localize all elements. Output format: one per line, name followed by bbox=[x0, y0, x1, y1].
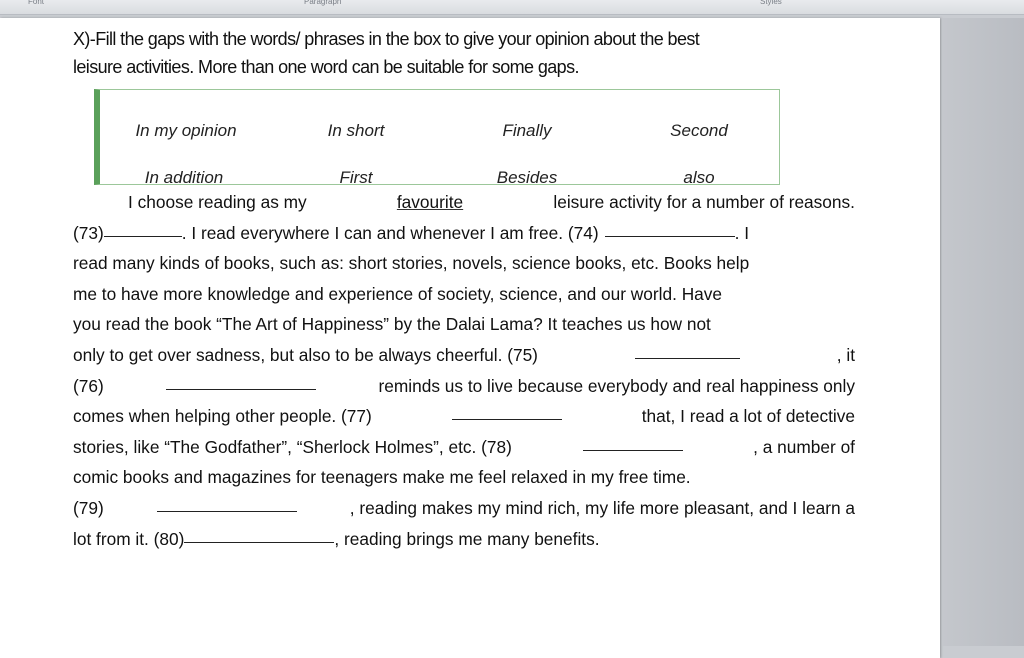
ribbon-group-styles[interactable]: Styles bbox=[760, 0, 782, 6]
passage-line: comic books and magazines for teenagers make me feel relaxed in my free time. bbox=[73, 467, 691, 488]
gap-74[interactable] bbox=[605, 218, 735, 237]
passage-line: I choose reading as my favourite leisure activity for a number of reasons. bbox=[73, 187, 855, 218]
passage-line: (79) , reading makes my mind rich, my life more pleasant, and I learn a bbox=[73, 493, 855, 524]
heading-line-1: X)-Fill the gaps with the words/ phrases in the box to give your opinion about the best bbox=[73, 29, 700, 49]
ribbon-bar bbox=[0, 0, 1024, 15]
passage-line: me to have more knowledge and experience of society, science, and our world. Have bbox=[73, 283, 723, 304]
word-option: Besides bbox=[496, 168, 558, 187]
gap-79[interactable] bbox=[157, 493, 297, 512]
word-option: In my opinion bbox=[135, 121, 237, 140]
word-option: also bbox=[683, 168, 715, 187]
passage-line: (76) reminds us to live because everybody and real happiness only bbox=[73, 371, 855, 402]
gap-78[interactable] bbox=[583, 432, 683, 451]
gap-80[interactable] bbox=[184, 524, 334, 543]
passage-line: (73) . I read everywhere I can and whenever I am free. (74) . I bbox=[73, 218, 855, 249]
exercise-heading bbox=[73, 25, 873, 81]
gap-75[interactable] bbox=[635, 340, 740, 359]
passage-line: read many kinds of books, such as: short stories, novels, science books, etc. Books help bbox=[73, 253, 750, 274]
gap-73[interactable] bbox=[104, 218, 182, 237]
word-option: Finally bbox=[502, 121, 552, 140]
ribbon-group-paragraph[interactable]: Paragraph bbox=[304, 0, 342, 6]
passage-line: stories, like “The Godfather”, “Sherlock Holmes”, etc. (78) , a number of bbox=[73, 432, 855, 463]
word-option: First bbox=[339, 168, 373, 187]
side-pane bbox=[942, 18, 1024, 646]
passage-line: you read the book “The Art of Happiness” by the Dalai Lama? It teaches us how not bbox=[73, 314, 711, 335]
passage[interactable] bbox=[73, 187, 855, 554]
heading-line-2: leisure activities. More than one word can be suitable for some gaps. bbox=[73, 57, 579, 77]
passage-line: only to get over sadness, but also to be always cheerful. (75) , it bbox=[73, 340, 855, 371]
word-box bbox=[94, 89, 780, 185]
word-option: In addition bbox=[144, 168, 224, 187]
word-option: Second bbox=[670, 121, 728, 140]
word-option: In short bbox=[327, 121, 385, 140]
passage-line: lot from it. (80) , reading brings me many benefits. bbox=[73, 524, 855, 555]
gap-76[interactable] bbox=[166, 371, 316, 390]
spellcheck-word: favourite bbox=[396, 192, 464, 212]
passage-line: comes when helping other people. (77) that, I read a lot of detective bbox=[73, 401, 855, 432]
ribbon-group-font[interactable]: Font bbox=[28, 0, 45, 6]
gap-77[interactable] bbox=[452, 401, 562, 420]
